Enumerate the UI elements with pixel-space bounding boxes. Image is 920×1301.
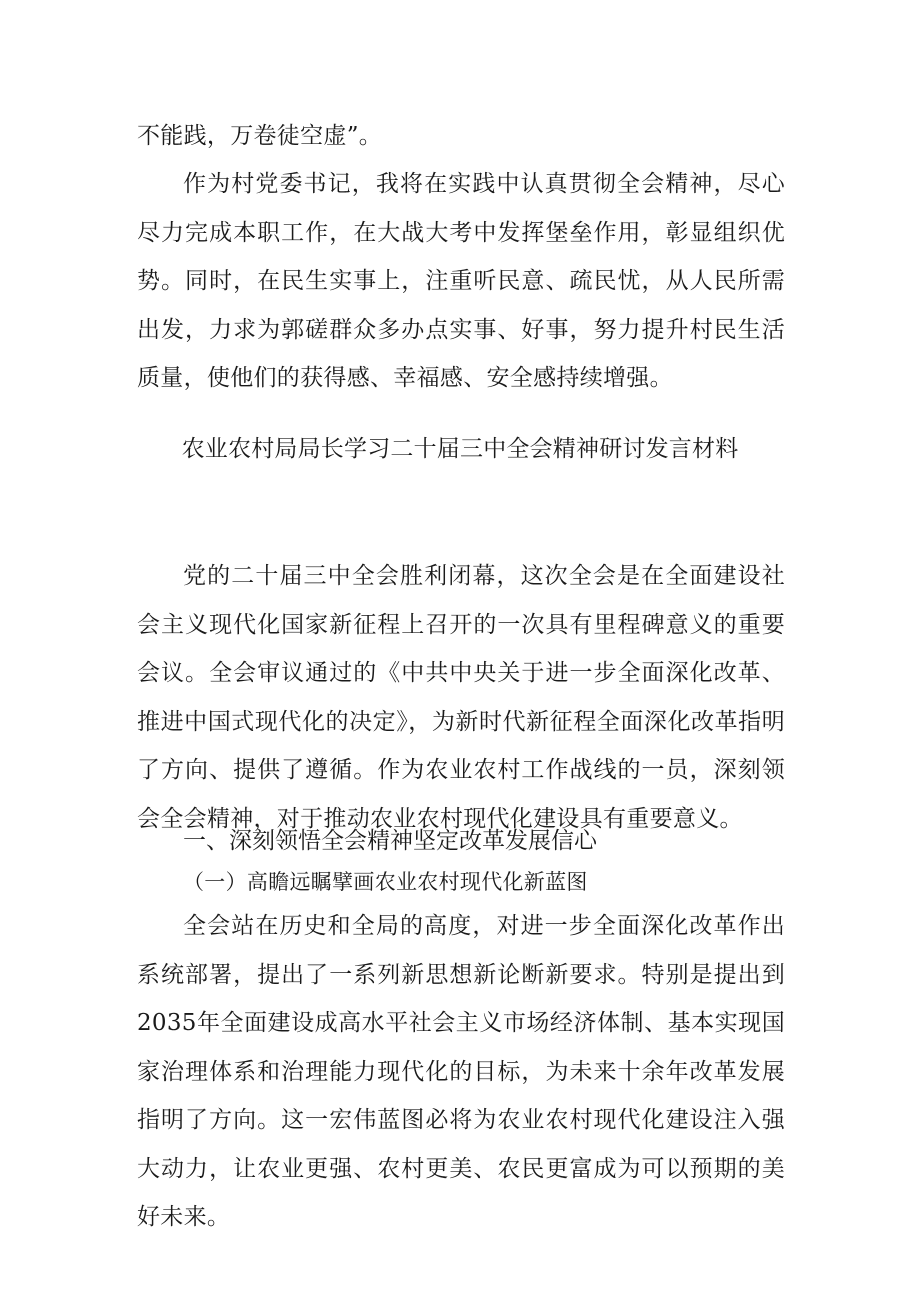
paragraph-blueprint: 全会站在历史和全局的高度，对进一步全面深化改革作出系统部署，提出了一系列新思想新论断新要求。特别是提出到2035年全面建设成高水平社会主义市场经济体制、基本实现国家治理体系和治理能力现代化的目标，为未来十余年改革发展指明了方向。这一宏伟蓝图必将为农业农村现代化建设注入强大动力，让农业更强、农村更美、农民更富成为可以预期的美好未来。 bbox=[137, 913, 785, 1230]
paragraph-party-secretary: 作为村党委书记，我将在实践中认真贯彻全会精神，尽心尽力完成本职工作，在大战大考中发挥堡垒作用，彰显组织优势。同时，在民生实事上，注重听民意、疏民忧，从人民所需出发，力求为郭磋群众多办点实事、好事，努力提升村民生活质量，使他们的获得感、幸福感、安全感持续增强。 bbox=[137, 171, 785, 391]
subheading-one: （一）高瞻远瞩擘画农业农村现代化新蓝图 bbox=[183, 870, 588, 894]
heading-one: 一、深刻领悟全会精神坚定改革发展信心 bbox=[183, 828, 597, 854]
paragraph-continuation: 不能践，万卷徒空虚”。 bbox=[137, 123, 383, 149]
section-title: 农业农村局局长学习二十届三中全会精神研讨发言材料 bbox=[181, 436, 739, 462]
paragraph-intro: 党的二十届三中全会胜利闭幕，这次全会是在全面建设社会主义现代化国家新征程上召开的一次具有里程碑意义的重要会议。全会审议通过的《中共中央关于进一步全面深化改革、推进中国式现代化的决定》，为新时代新征程全面深化改革指明了方向、提供了遵循。作为农业农村工作战线的一员，深刻领会全会精神，对于推动农业农村现代化建设具有重要意义。 bbox=[137, 563, 785, 832]
